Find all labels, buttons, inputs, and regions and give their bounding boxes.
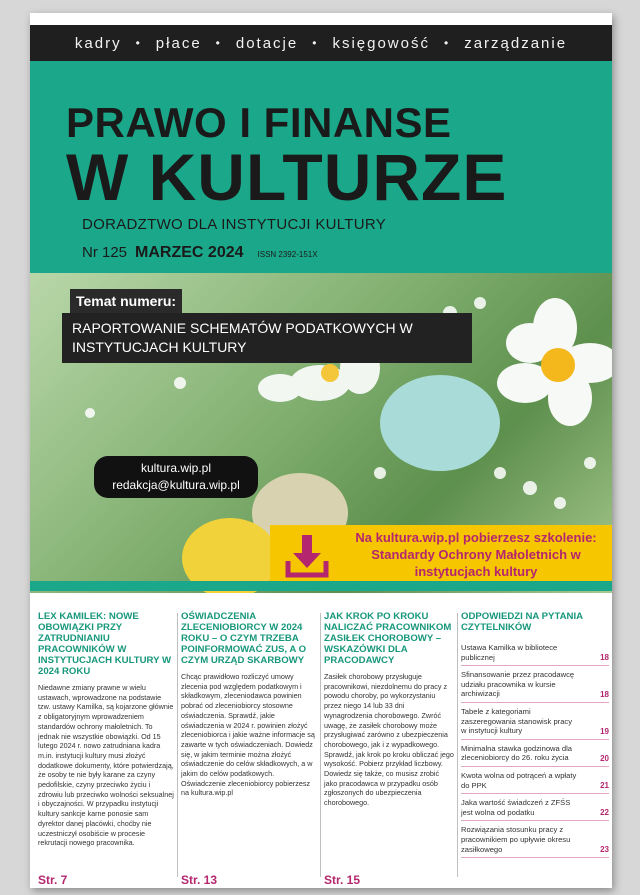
toc-item-page: 22 (600, 808, 609, 818)
separator-dot: • (135, 36, 142, 50)
issue-info (82, 244, 318, 262)
toc-item-page: 18 (600, 689, 609, 699)
daffodil-center (541, 348, 575, 382)
toc-item-text: Tabele z kategoriami zaszeregowania stanowisk pracy w instytucji kultury (461, 706, 573, 736)
issue-number: Nr 125 (82, 244, 128, 261)
toc-column (461, 599, 609, 888)
masthead (30, 61, 612, 273)
toc-item-text: Jaka wartość świadczeń z ZFŚS jest wolna od podatku (461, 798, 571, 817)
toc-item-text: Ustawa Kamilka w bibliotece publicznej (461, 643, 558, 662)
subtitle: DORADZTWO DLA INSTYTUCJI KULTURY (82, 216, 387, 233)
toc-item-page: 23 (600, 845, 609, 855)
toc-item[interactable] (461, 767, 609, 794)
promo-text: Na kultura.wip.pl pobierzesz szkolenie: Standardy Ochrony Małoletnich w instytucjach kultury (355, 530, 597, 579)
article-page-ref: Str. 7 (38, 873, 68, 887)
blue-egg (380, 375, 500, 471)
topic-ksiegowosc: księgowość (332, 34, 430, 52)
article-page-ref: Str. 15 (324, 873, 361, 887)
article-column (324, 599, 454, 888)
topic-bar (30, 25, 612, 61)
daffodil-center-left (321, 364, 339, 382)
toc-item[interactable] (461, 666, 609, 703)
contact-email[interactable]: redakcja@kultura.wip.pl (112, 478, 240, 492)
title-line-1: PRAWO I FINANSE (66, 99, 452, 146)
article-lead: Niedawne zmiany prawne w wielu ustawach, wprowadzone na podstawie tzw. ustawy Kamilka, są kojarzone głównie z obligatoryjnym wprowadzeniem standardów ochrony małoletnich. To jednak nie wszystkie obowiązki. Od 15 lutego 2024 r. nowo zatrudniana kadra m.in. instytucji kultury musi złożyć dodatkowe dokumenty, które potwierdzają, że osoby te nie były karane za czyny pedofilskie, czyny przeciwko życiu i zdrowiu lub przeciwko wolności seksualnej i obyczajności. W przypadku instytucji kultury sankcje karne ponosie sam dyrektor danej placówki, choćby nie uczestniczył osobiście w procesie rekrutacji nowego pracownika. (38, 683, 174, 848)
toc-item-page: 18 (600, 653, 609, 663)
green-stripe (30, 581, 612, 591)
toc-item-text: Rozwiązania stosunku pracy z pracownikiem po upływie okresu zasiłkowego (461, 825, 571, 854)
issn: ISSN 2392-151X (257, 250, 318, 259)
column-divider (320, 613, 321, 877)
contact-website[interactable]: kultura.wip.pl (140, 461, 212, 475)
article-title: LEX KAMILEK: NOWE OBOWIĄZKI PRZY ZATRUDNIANIU PRACOWNIKÓW W INSTYTUCJACH KULTURY W 2024 ROKU (38, 611, 172, 677)
toc-item[interactable] (461, 740, 609, 767)
theme-title: RAPORTOWANIE SCHEMATÓW PODATKOWYCH W INSTYTUCJACH KULTURY (62, 313, 472, 363)
topic-kadry: kadry (74, 34, 122, 52)
toc-item[interactable] (461, 703, 609, 740)
contents-columns (30, 599, 612, 888)
article-lead: Chcąc prawidłowo rozliczyć umowy zlecenia pod względem podatkowym i składkowym, zleceniodawca powinien pobrać od zleceniobiorcy stosowne oświadczenia. Sprawdź, jakie oświadczenia w 2024 r. powinien złożyć zleceniobiorca i jakie ważne informacje są zawarte w tych oświadczeniach. Dowiedz się, w jakim terminie można złożyć oświadczenie do celów składkowych, a w jakim do celów podatkowych. Oświadczenie zleceniobiorcy pobierzesz na kultura.wip.pl (181, 672, 315, 798)
training-promo[interactable] (270, 525, 612, 587)
toc-item[interactable] (461, 821, 609, 858)
toc-item-text: Kwota wolna od potrąceń a wpłaty do PPK (461, 770, 577, 790)
column-divider (457, 613, 458, 877)
issue-date: MARZEC 2024 (135, 244, 244, 261)
toc-item-page: 21 (600, 781, 609, 791)
article-lead: Zasiłek chorobowy przysługuje pracownikowi, niezdolnemu do pracy z powodu choroby, po wykorzystaniu przez niego 14 lub 33 dni wynagrodzenia chorobowego. Zwróć uwagę, że zasiłek chorobowy może przysługiwać zarówno z ubezpieczenia chorobowego, jak i z wypadkowego. Sprawdź, jak krok po kroku obliczać jego wysokość. Pobierz przykład liczbowy. Dowiedz się także, co musisz zrobić jako pracodawca w przypadku osób zgłoszonych do ubezpieczenia chorobowego. (324, 672, 454, 808)
theme-label: Temat numeru: (70, 289, 182, 313)
article-title: OŚWIADCZENIA ZLECENIOBIORCY W 2024 ROKU – O CZYM TRZEBA POINFORMOWAĆ ZUS, A O CZYM URZĄD SKARBOWY (181, 611, 307, 666)
topic-place: płace (155, 34, 202, 52)
toc-item[interactable] (461, 794, 609, 821)
magazine-cover (30, 13, 612, 888)
separator-dot: • (312, 36, 319, 50)
column-divider (177, 613, 178, 877)
article-column (38, 599, 174, 888)
toc-item-text: Minimalna stawka godzinowa dla zleceniobiorcy do 26. roku życia (461, 743, 573, 763)
topic-dotacje: dotacje (235, 34, 299, 52)
download-icon (282, 531, 332, 581)
title-line-2: W KULTURZE (66, 140, 508, 214)
toc-item-page: 19 (600, 726, 609, 736)
article-title: JAK KROK PO KROKU NALICZAĆ PRACOWNIKOM ZASIŁEK CHOROBOWY – WSKAZÓWKI DLA PRACODAWCY (324, 611, 452, 666)
separator-dot: • (215, 36, 222, 50)
contact-box (94, 456, 258, 498)
article-page-ref: Str. 13 (181, 873, 218, 887)
topic-zarzadzanie: zarządzanie (464, 34, 568, 52)
toc-item-text: Sfinansowanie przez pracodawcę udziału pracownika w kursie archiwizacji (461, 670, 575, 699)
article-column (181, 599, 317, 888)
toc-item-page: 20 (600, 753, 609, 763)
cover-image (30, 273, 612, 593)
toc-item[interactable] (461, 639, 609, 666)
toc-title: ODPOWIEDZI NA PYTANIA CZYTELNIKÓW (461, 611, 583, 633)
separator-dot: • (443, 36, 451, 50)
